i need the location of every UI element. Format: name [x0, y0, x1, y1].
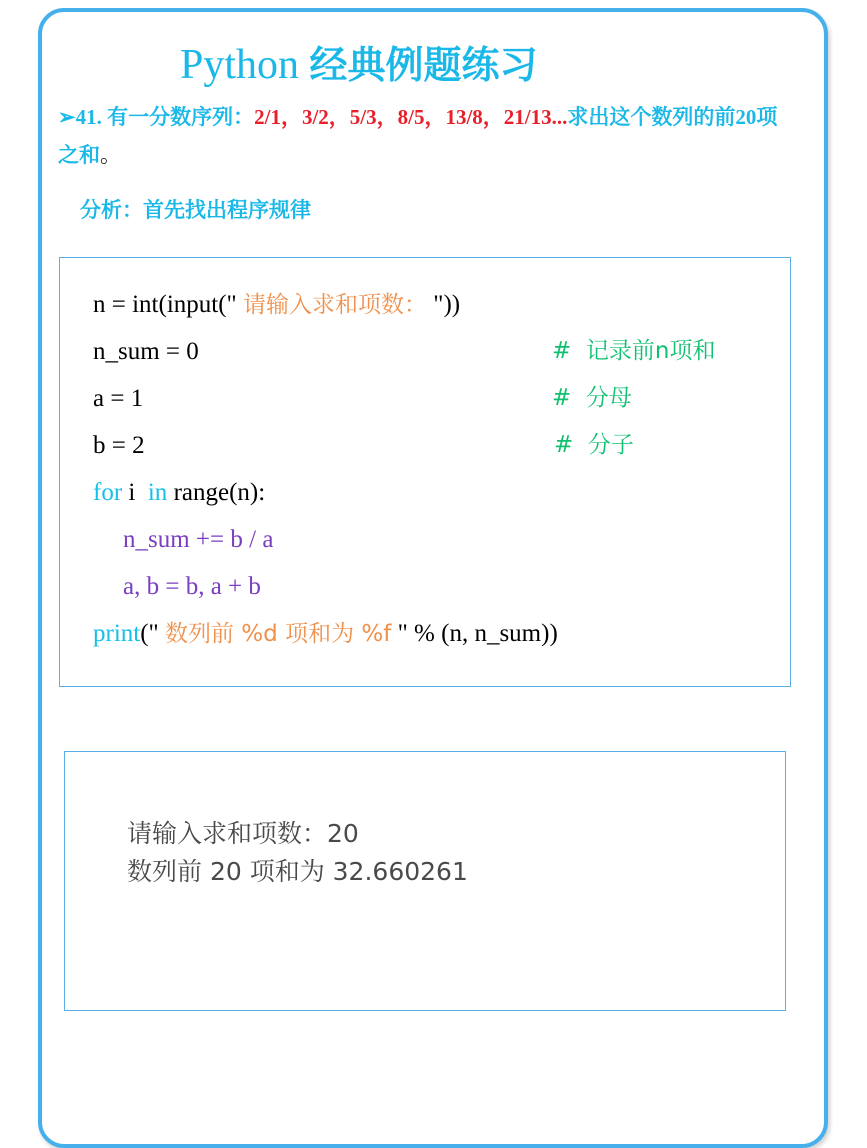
title-latin: Python: [180, 42, 300, 88]
function-print: print: [93, 620, 141, 647]
page-title: [180, 34, 538, 89]
code-line-8-close: " % (n, n_sum)): [391, 620, 558, 647]
question-end: 。: [100, 143, 121, 167]
code-line-1-pre: n = int(input(": [93, 291, 243, 318]
question-text: [58, 98, 798, 174]
code-comment-4: # 分子: [554, 432, 634, 458]
question-suffix: 求出这个数列的前20项之和: [58, 105, 778, 167]
keyword-in: in: [147, 479, 168, 506]
code-comment-2: # 记录前n项和: [552, 338, 716, 364]
question-prefix: ➢41. 有一分数序列：: [58, 105, 255, 129]
title-chinese: 经典例题练习: [309, 43, 538, 87]
code-line-8: [93, 619, 558, 649]
loop-range: range(n):: [167, 479, 266, 506]
loop-variable: i: [122, 479, 142, 506]
code-line-5: [93, 478, 265, 508]
code-comment-3: # 分母: [552, 385, 632, 411]
code-line-4: b = 2: [93, 432, 145, 459]
code-line-6: n_sum += b / a: [123, 526, 274, 553]
code-line-7: a, b = b, a + b: [123, 573, 261, 600]
output-line-2: 数列前 20 项和为 32.660261: [127, 857, 468, 886]
code-line-3: a = 1: [93, 385, 144, 412]
code-line-8-open: (": [140, 620, 165, 647]
output-line-1: 请输入求和项数：20: [127, 819, 359, 848]
code-line-1: [93, 290, 460, 320]
question-sequence: 2/1，3/2，5/3，8/5，13/8，21/13...: [254, 105, 568, 129]
code-line-8-string: 数列前 %d 项和为 %f: [165, 621, 392, 647]
code-line-1-string: 请输入求和项数：: [243, 292, 427, 318]
code-line-1-post: ")): [427, 291, 461, 318]
code-line-2: n_sum = 0: [93, 338, 199, 365]
code-block: [59, 257, 791, 687]
keyword-for: for: [93, 479, 123, 506]
analysis-text: 分析：首先找出程序规律: [80, 198, 311, 222]
output-block: [64, 751, 786, 1011]
